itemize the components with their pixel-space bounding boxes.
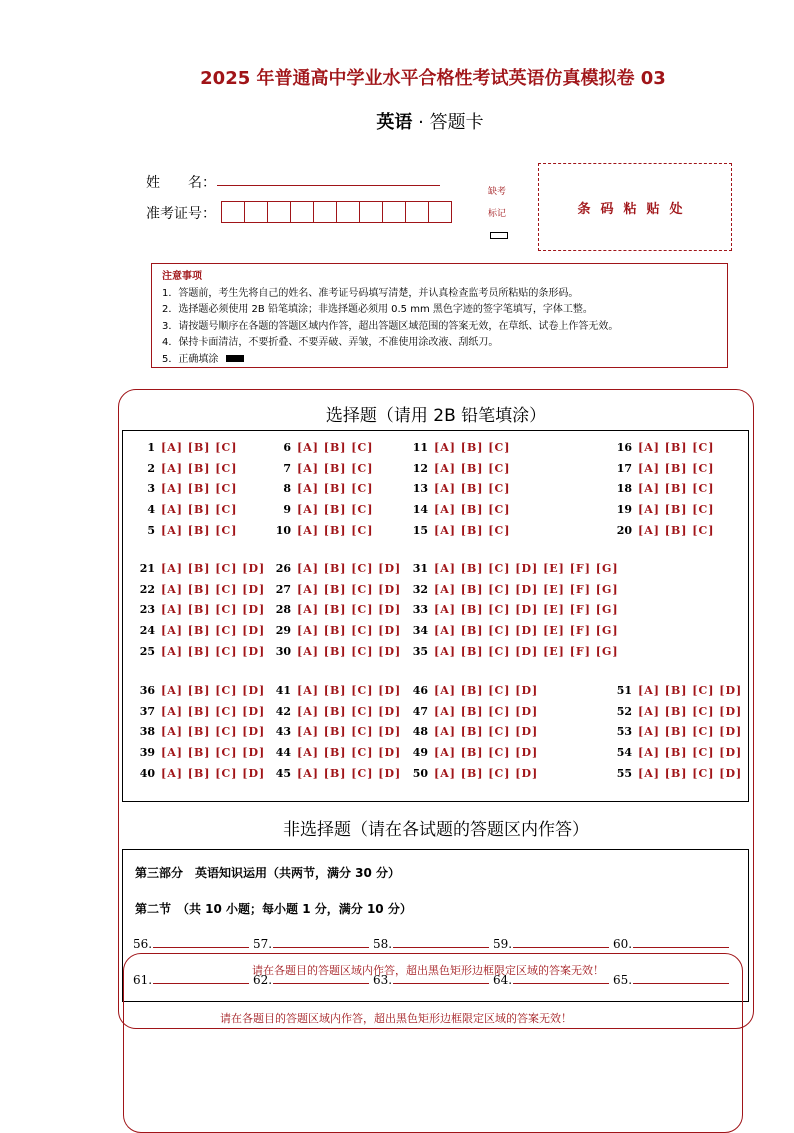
answer-options[interactable]: [A] [B] [C] [D] — [161, 684, 266, 697]
card-label: 答题卡 — [429, 112, 484, 133]
question-number: 32 — [412, 582, 428, 596]
answer-options[interactable]: [A] [B] [C] [D] — [161, 603, 266, 617]
question-number: 21 — [139, 562, 155, 575]
answer-options[interactable]: [A] [B] [C] [D] — [161, 704, 266, 718]
question-number: 55 — [616, 766, 632, 780]
answer-options[interactable]: [A] [B] [C] — [161, 441, 238, 454]
question-number: 11 — [412, 441, 428, 454]
choice-answer-box — [122, 430, 749, 802]
id-digit-box[interactable] — [405, 201, 429, 223]
question-number: 43 — [275, 725, 291, 739]
blank-number: 57. — [253, 937, 273, 951]
question-number: 34 — [412, 624, 428, 638]
blank-line[interactable] — [633, 936, 729, 948]
blank-item — [373, 936, 489, 951]
id-digit-box[interactable] — [221, 201, 245, 223]
answer-options[interactable]: [A] [B] [C] [D] — [638, 766, 743, 780]
answer-options[interactable]: [A] [B] [C] [D] [E] [F] [G] — [434, 562, 619, 575]
blank-number: 59. — [493, 937, 513, 951]
answer-options[interactable]: [A] [B] [C] [D] — [297, 644, 402, 658]
answer-options[interactable]: [A] [B] [C] [D] [E] [F] [G] — [434, 603, 619, 617]
answer-options[interactable]: [A] [B] [C] [D] — [434, 725, 539, 739]
question-6[interactable] — [269, 441, 373, 454]
answer-options[interactable]: [A] [B] [C] [D] — [161, 644, 266, 658]
question-51[interactable] — [610, 684, 742, 697]
question-38[interactable] — [133, 725, 265, 738]
question-number: 48 — [412, 725, 428, 739]
question-number: 27 — [275, 582, 291, 596]
question-number: 2 — [147, 461, 155, 475]
question-21[interactable] — [133, 562, 265, 575]
question-number: 39 — [139, 746, 155, 760]
question-number: 20 — [616, 523, 632, 537]
question-number: 44 — [275, 746, 291, 760]
notice-box — [151, 263, 728, 368]
question-19[interactable] — [610, 503, 714, 516]
question-5[interactable] — [133, 524, 237, 537]
blank-number: 63. — [373, 973, 393, 987]
question-11[interactable] — [406, 441, 510, 454]
question-17[interactable] — [610, 462, 714, 475]
question-54[interactable] — [610, 746, 742, 759]
question-45[interactable] — [269, 767, 401, 780]
answer-options[interactable]: [A] [B] [C] [D] — [638, 684, 743, 697]
answer-options[interactable]: [A] [B] [C] [D] — [161, 582, 266, 596]
question-number: 4 — [147, 503, 155, 517]
question-2[interactable] — [133, 462, 237, 475]
notice-item: 5．正确填涂 — [162, 353, 219, 365]
answer-options[interactable]: [A] [B] [C] [D] — [434, 684, 539, 697]
question-22[interactable] — [133, 583, 265, 596]
id-digit-box[interactable] — [382, 201, 406, 223]
blank-number: 56. — [133, 937, 153, 951]
blank-item — [253, 936, 369, 951]
answer-options[interactable]: [A] [B] [C] [D] — [434, 746, 539, 760]
question-9[interactable] — [269, 503, 373, 516]
answer-options[interactable]: [A] [B] [C] — [297, 441, 374, 454]
question-4[interactable] — [133, 503, 237, 516]
id-label: 准考证号： — [146, 206, 216, 222]
answer-options[interactable]: [A] [B] [C] — [297, 482, 374, 496]
outer-warning: 请在各题目的答题区域内作答，超出黑色矩形边框限定区域的答案无效！ — [220, 1012, 572, 1025]
notice-item: 1．答题前，考生先将自己的姓名、准考证号码填写清楚，并认真检查监考员所粘贴的条形码。 — [162, 287, 579, 299]
question-35[interactable] — [406, 645, 619, 658]
question-number: 35 — [412, 644, 428, 658]
id-digit-box[interactable] — [313, 201, 337, 223]
answer-frame-lower — [123, 953, 743, 1133]
answer-options[interactable]: [A] [B] [C] [D] — [638, 704, 743, 718]
answer-options[interactable]: [A] [B] [C] [D] — [161, 746, 266, 760]
notice-item: 3．请按题号顺序在各题的答题区域内作答，超出答题区域范围的答案无效，在草纸、试卷上作答无效。 — [162, 320, 619, 332]
answer-options[interactable]: [A] [B] [C] [D] — [434, 704, 539, 718]
question-number: 8 — [283, 482, 291, 496]
answer-options[interactable]: [A] [B] [C] [D] — [297, 582, 402, 596]
id-digit-box[interactable] — [428, 201, 452, 223]
question-47[interactable] — [406, 705, 538, 718]
question-number: 14 — [412, 503, 428, 517]
blank-number: 65. — [613, 973, 633, 987]
answer-options[interactable]: [A] [B] [C] [D] — [297, 603, 402, 617]
question-7[interactable] — [269, 462, 373, 475]
question-15[interactable] — [406, 524, 510, 537]
inner-warning: 请在各题目的答题区域内作答，超出黑色矩形边框限定区域的答案无效！ — [252, 964, 604, 977]
id-digit-box[interactable] — [336, 201, 360, 223]
blank-number: 61. — [133, 973, 153, 987]
question-31[interactable] — [406, 562, 619, 575]
question-26[interactable] — [269, 562, 401, 575]
answer-options[interactable]: [A] [B] [C] [D] [E] [F] [G] — [434, 624, 619, 638]
absent-mark-box[interactable] — [490, 232, 508, 239]
blank-line[interactable] — [153, 936, 249, 948]
answer-options[interactable]: [A] [B] [C] — [434, 441, 511, 454]
question-number: 41 — [275, 684, 291, 697]
question-12[interactable] — [406, 462, 510, 475]
answer-options[interactable]: [A] [B] [C] — [297, 461, 374, 475]
question-number: 15 — [412, 523, 428, 537]
answer-options[interactable]: [A] [B] [C] [D] — [161, 766, 266, 780]
question-1[interactable] — [133, 441, 237, 454]
question-number: 42 — [275, 704, 291, 718]
question-37[interactable] — [133, 705, 265, 718]
question-52[interactable] — [610, 705, 742, 718]
answer-options[interactable]: [A] [B] [C] — [297, 503, 374, 517]
answer-options[interactable]: [A] [B] [C] [D] — [434, 766, 539, 780]
question-number: 31 — [412, 562, 428, 575]
question-30[interactable] — [269, 645, 401, 658]
answer-options[interactable]: [A] [B] [C] [D] — [297, 746, 402, 760]
id-number-boxes[interactable] — [222, 201, 452, 223]
notice-item: 4．保持卡面清洁，不要折叠、不要弄破、弄皱，不准使用涂改液、刮纸刀。 — [162, 337, 499, 349]
question-number: 45 — [275, 766, 291, 780]
answer-options[interactable]: [A] [B] [C] [D] [E] [F] [G] — [434, 644, 619, 658]
question-16[interactable] — [610, 441, 714, 454]
question-46[interactable] — [406, 684, 538, 697]
absent-label-1: 缺考 — [488, 187, 507, 197]
question-42[interactable] — [269, 705, 401, 718]
question-36[interactable] — [133, 684, 265, 697]
question-number: 19 — [616, 503, 632, 517]
notice-item: 2．选择题必须使用 2B 铅笔填涂；非选择题必须用 0.5 mm 黑色字迹的签字笔填写，字体工整。 — [162, 304, 593, 316]
question-13[interactable] — [406, 482, 510, 495]
question-number: 49 — [412, 746, 428, 760]
question-40[interactable] — [133, 767, 265, 780]
answer-options[interactable]: [A] [B] [C] [D] — [161, 562, 266, 575]
question-18[interactable] — [610, 482, 714, 495]
answer-options[interactable]: [A] [B] [C] — [638, 482, 715, 496]
blank-number: 60. — [613, 937, 633, 951]
separator-dot: · — [418, 112, 424, 133]
question-14[interactable] — [406, 503, 510, 516]
answer-options[interactable]: [A] [B] [C] [D] — [297, 562, 402, 575]
question-20[interactable] — [610, 524, 714, 537]
answer-options[interactable]: [A] [B] [C] — [434, 503, 511, 517]
id-digit-box[interactable] — [290, 201, 314, 223]
blank-item — [613, 936, 729, 951]
question-49[interactable] — [406, 746, 538, 759]
answer-options[interactable]: [A] [B] [C] — [161, 523, 238, 537]
question-number: 46 — [412, 684, 428, 697]
question-number: 33 — [412, 603, 428, 617]
question-34[interactable] — [406, 624, 619, 637]
card-subtitle — [0, 108, 794, 134]
question-number: 1 — [147, 441, 155, 454]
answer-options[interactable]: [A] [B] [C] — [161, 461, 238, 475]
question-number: 29 — [275, 624, 291, 638]
question-number: 10 — [275, 523, 291, 537]
question-43[interactable] — [269, 725, 401, 738]
question-number: 17 — [616, 461, 632, 475]
answer-options[interactable]: [A] [B] [C] — [434, 523, 511, 537]
subject-label: 英语 — [376, 112, 413, 133]
question-number: 54 — [616, 746, 632, 760]
barcode-area: 条码粘贴处 — [538, 163, 732, 251]
blank-line[interactable] — [393, 936, 489, 948]
question-48[interactable] — [406, 725, 538, 738]
answer-options[interactable]: [A] [B] [C] [D] — [161, 725, 266, 739]
answer-options[interactable]: [A] [B] [C] — [161, 503, 238, 517]
question-number: 53 — [616, 725, 632, 739]
question-number: 7 — [283, 461, 291, 475]
question-32[interactable] — [406, 583, 619, 596]
answer-options[interactable]: [A] [B] [C] — [434, 482, 511, 496]
answer-options[interactable]: [A] [B] [C] [D] — [297, 704, 402, 718]
answer-options[interactable]: [A] [B] [C] [D] [E] [F] [G] — [434, 582, 619, 596]
question-28[interactable] — [269, 603, 401, 616]
question-33[interactable] — [406, 603, 619, 616]
question-27[interactable] — [269, 583, 401, 596]
correct-fill-sample — [226, 355, 244, 362]
answer-options[interactable]: [A] [B] [C] — [297, 523, 374, 537]
blank-number: 64. — [493, 973, 513, 987]
question-10[interactable] — [269, 524, 373, 537]
question-number: 12 — [412, 461, 428, 475]
answer-options[interactable]: [A] [B] [C] — [638, 441, 715, 454]
notice-item-fill — [162, 352, 727, 369]
question-number: 28 — [275, 603, 291, 617]
answer-options[interactable]: [A] [B] [C] — [434, 461, 511, 475]
question-29[interactable] — [269, 624, 401, 637]
answer-options[interactable]: [A] [B] [C] [D] — [297, 624, 402, 638]
id-digit-box[interactable] — [359, 201, 383, 223]
answer-options[interactable]: [A] [B] [C] [D] — [297, 766, 402, 780]
question-number: 18 — [616, 482, 632, 496]
answer-options[interactable]: [A] [B] [C] — [638, 461, 715, 475]
question-number: 23 — [139, 603, 155, 617]
question-23[interactable] — [133, 603, 265, 616]
id-digit-box[interactable] — [244, 201, 268, 223]
question-number: 26 — [275, 562, 291, 575]
answer-options[interactable]: [A] [B] [C] — [161, 482, 238, 496]
question-number: 47 — [412, 704, 428, 718]
blank-line[interactable] — [273, 936, 369, 948]
question-number: 9 — [283, 503, 291, 517]
question-8[interactable] — [269, 482, 373, 495]
blank-item — [493, 936, 609, 951]
question-number: 3 — [147, 482, 155, 496]
answer-options[interactable]: [A] [B] [C] — [638, 503, 715, 517]
question-number: 13 — [412, 482, 428, 496]
question-3[interactable] — [133, 482, 237, 495]
question-25[interactable] — [133, 645, 265, 658]
blank-number: 58. — [373, 937, 393, 951]
question-number: 38 — [139, 725, 155, 739]
answer-options[interactable]: [A] [B] [C] [D] — [638, 746, 743, 760]
question-53[interactable] — [610, 725, 742, 738]
blank-number: 62. — [253, 973, 273, 987]
question-number: 40 — [139, 766, 155, 780]
section-two-title: 第二节 （共 10 小题；每小题 1 分，满分 10 分） — [135, 902, 412, 916]
answer-options[interactable]: [A] [B] [C] [D] — [297, 684, 402, 697]
question-number: 50 — [412, 766, 428, 780]
question-number: 16 — [616, 441, 632, 454]
answer-options[interactable]: [A] [B] [C] [D] — [638, 725, 743, 739]
name-field[interactable] — [217, 185, 440, 186]
question-number: 5 — [147, 523, 155, 537]
question-number: 37 — [139, 704, 155, 718]
question-50[interactable] — [406, 767, 538, 780]
answer-options[interactable]: [A] [B] [C] — [638, 523, 715, 537]
question-44[interactable] — [269, 746, 401, 759]
question-number: 6 — [283, 441, 291, 454]
absent-label-2: 标记 — [488, 209, 507, 219]
question-55[interactable] — [610, 767, 742, 780]
id-digit-box[interactable] — [267, 201, 291, 223]
answer-options[interactable]: [A] [B] [C] [D] — [297, 725, 402, 739]
notice-title: 注意事项 — [162, 271, 202, 282]
question-39[interactable] — [133, 746, 265, 759]
question-number: 22 — [139, 582, 155, 596]
question-number: 24 — [139, 624, 155, 638]
blank-line[interactable] — [513, 936, 609, 948]
blank-item — [133, 936, 249, 951]
question-number: 30 — [275, 644, 291, 658]
question-41[interactable] — [269, 684, 401, 697]
question-number: 25 — [139, 644, 155, 658]
nonchoice-section-title: 非选择题（请在各试题的答题区内作答） — [283, 820, 589, 840]
question-number: 51 — [616, 684, 632, 697]
question-number: 52 — [616, 704, 632, 718]
choice-section-title: 选择题（请用 2B 铅笔填涂） — [325, 406, 547, 426]
answer-options[interactable]: [A] [B] [C] [D] — [161, 624, 266, 638]
name-label: 姓 名： — [146, 175, 216, 191]
part-three-title: 第三部分 英语知识运用（共两节，满分 30 分） — [135, 866, 401, 880]
exam-title: 2025 年普通高中学业水平合格性考试英语仿真模拟卷 03 — [200, 68, 666, 89]
question-24[interactable] — [133, 624, 265, 637]
question-number: 36 — [139, 684, 155, 697]
